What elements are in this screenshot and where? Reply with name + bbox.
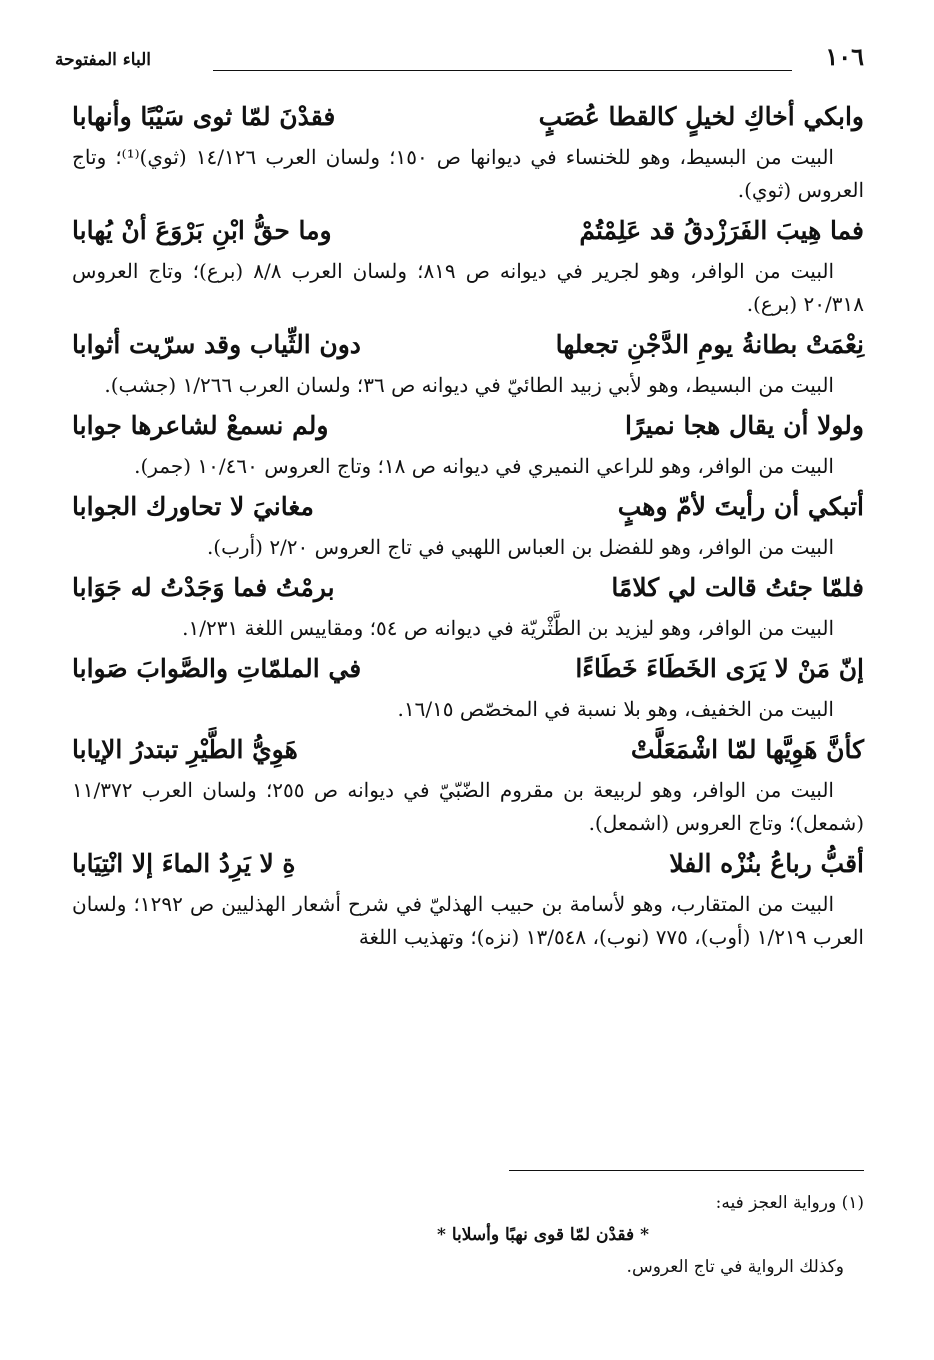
- verse-second-hemistich: مغانيَ لا تحاورك الجوابا: [72, 492, 314, 521]
- page-header: [55, 40, 864, 84]
- entry: [72, 730, 864, 840]
- verse-note: البيت من الوافر، وهو للراعي النميري في ديوانه ص ١٨؛ وتاج العروس ١٠/٤٦٠ (جمر).: [134, 454, 834, 478]
- verse-note: البيت من البسيط، وهو للخنساء في ديوانها ص ١٥٠؛ ولسان العرب ١٤/١٢٦ (ثوي)⁽¹⁾؛ وتاج العروس (ثوي).: [72, 145, 864, 202]
- verse-first-hemistich: إنّ مَنْ لا يَرَى الخَطَاءَ خَطَاءًا: [575, 654, 864, 683]
- verse-second-hemistich: في الملمّاتِ والصَّوابَ صَوابا: [72, 654, 362, 683]
- verse-line: [72, 487, 864, 531]
- verse-note: البيت من المتقارب، وهو لأسامة بن حبيب الهذليّ في شرح أشعار الهذليين ص ١٢٩٢؛ ولسان العرب ١/٢١٩ (أوب)، ٧٧٥ (نوب)، ١٣/٥٤٨ (نزه)؛ وتهذيب اللغة: [72, 892, 864, 949]
- verse-line: [72, 325, 864, 369]
- entry: [72, 211, 864, 321]
- verse-second-hemistich: دون الثِّياب وقد سرّيت أثوابا: [72, 330, 361, 359]
- verse-line: [72, 568, 864, 612]
- verse-line: [72, 406, 864, 450]
- verse-line: [72, 730, 864, 774]
- verse-first-hemistich: كأنَّ هَوِيَّها لمّا اشْمَعَلَّتْ: [630, 735, 864, 764]
- section-title: الباء المفتوحة: [55, 50, 151, 70]
- verse-first-hemistich: فلمّا جئتُ قالت لي كلامًا: [611, 573, 864, 602]
- verse-second-hemistich: ةِ لا يَرِدُ الماءَ إلا انْتِيَابا: [72, 849, 296, 878]
- footnote-poem-line: * فقدْن لمّا قوى نهبًا وأسلابا *: [437, 1225, 649, 1245]
- verse-first-hemistich: أقبُّ رباعُ بنُزْه الفلا: [669, 849, 864, 878]
- verse-note: البيت من الوافر، وهو لربيعة بن مقروم الضّبّيّ في ديوانه ص ٢٥٥؛ ولسان العرب ١١/٣٧٢ (شمعل)؛ وتاج العروس (اشمعل).: [72, 778, 864, 835]
- entry: [72, 844, 864, 954]
- entry: [72, 406, 864, 483]
- footnotes: [72, 1188, 864, 1282]
- verse-second-hemistich: وما حقُّ ابْنِ بَرْوَعَ أنْ يُهابا: [72, 216, 332, 245]
- verse-second-hemistich: برمْتُ فما وَجَدْتُ له جَوَابا: [72, 573, 335, 602]
- verse-second-hemistich: هَوِيُّ الطَّيْرِ تبتدرُ الإيابا: [72, 735, 298, 764]
- page-number: ١٠٦: [825, 42, 864, 71]
- entries-list: [72, 97, 864, 958]
- verse-second-hemistich: ولم نسمعْ لشاعرها جوابا: [72, 411, 329, 440]
- verse-first-hemistich: ولولا أن يقال هجا نميرًا: [624, 411, 864, 440]
- verse-note: البيت من الخفيف، وهو بلا نسبة في المخصّص ١٦/١٥.: [397, 697, 834, 721]
- verse-note: البيت من الوافر، وهو لجرير في ديوانه ص ٨١٩؛ ولسان العرب ٨/٨ (برع)؛ وتاج العروس ٢٠/٣١٨ (برع).: [72, 259, 864, 316]
- verse-note: البيت من الوافر، وهو للفضل بن العباس اللهبي في تاج العروس ٢/٢٠ (أرب).: [206, 535, 834, 559]
- verse-first-hemistich: وابكي أخاكِ لخيلٍ كالقطا عُصَبٍ: [538, 102, 864, 131]
- entry: [72, 325, 864, 402]
- entry: [72, 568, 864, 645]
- verse-line: [72, 97, 864, 141]
- verse-line: [72, 844, 864, 888]
- verse-note: البيت من البسيط، وهو لأبي زبيد الطائيّ في ديوانه ص ٣٦؛ ولسان العرب ١/٢٦٦ (جشب).: [104, 373, 834, 397]
- footnote-rule: [509, 1170, 864, 1171]
- verse-second-hemistich: فقدْنَ لمّا ثوى سَيْبًا وأنهابا: [72, 102, 336, 131]
- verse-first-hemistich: أتبكي أن رأيتَ لأمّ وهبٍ: [617, 492, 864, 521]
- verse-line: [72, 211, 864, 255]
- verse-first-hemistich: فما هِيبَ الفَرَزْدقُ قد عَلِمْتُمْ: [579, 216, 864, 245]
- entry: [72, 487, 864, 564]
- verse-note: البيت من الوافر، وهو ليزيد بن الطَّثْريّة في ديوانه ص ٥٤؛ ومقاييس اللغة ١/٢٣١.: [182, 616, 834, 640]
- header-rule: [213, 70, 792, 71]
- entry: [72, 649, 864, 726]
- footnote-1: (١) ورواية العجز فيه:: [715, 1193, 864, 1213]
- verse-first-hemistich: نِعْمَتْ بطانةُ يومِ الدَّجْنِ تجعلها: [555, 330, 864, 359]
- verse-line: [72, 649, 864, 693]
- footnote-1-continuation: وكذلك الرواية في تاج العروس.: [626, 1257, 844, 1277]
- entry: [72, 97, 864, 207]
